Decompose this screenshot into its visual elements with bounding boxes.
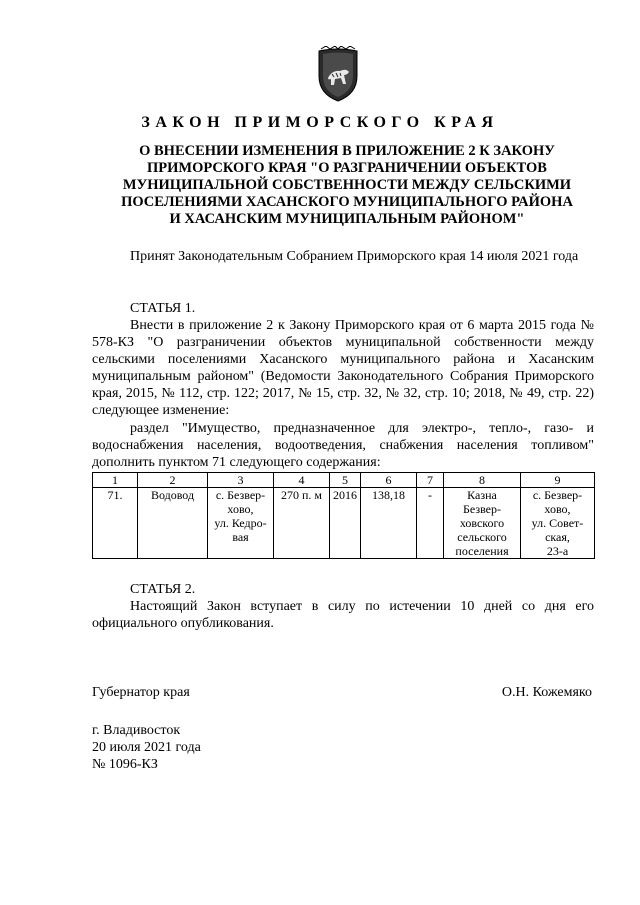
article-2-heading: СТАТЬЯ 2. — [130, 582, 196, 597]
cell-recipient-address: с. Безвер- хово, ул. Совет- ская, 23-а — [521, 488, 595, 559]
article-1-heading: СТАТЬЯ 1. — [130, 301, 196, 316]
table-header-cell: 5 — [330, 473, 361, 488]
table-header-cell: 6 — [361, 473, 417, 488]
article-1-section-text: раздел "Имущество, предназначенное для электро-, тепло-, газо- и водоснабжения населения, водоотведения, снабжения населения топливом" дополнить пунктом 71 следующего содержания: — [92, 421, 594, 470]
table-header-row — [93, 473, 595, 488]
cell-object-name: Водовод — [138, 488, 208, 559]
coat-of-arms-emblem — [316, 46, 360, 102]
law-title-line: И ХАСАНСКИМ МУНИЦИПАЛЬНЫМ РАЙОНОМ" — [169, 211, 525, 227]
signatory-name: О.Н. Кожемяко — [501, 685, 592, 700]
table-header-cell: 7 — [417, 473, 444, 488]
article-1-text: Внести в приложение 2 к Закону Приморского края от 6 марта 2015 года № 578-КЗ "О разграничении объектов муниципальной собственности между сельскими поселениями Хасанского муниципального района и Хасанским муниципальным районом" (Ведомости Законодательного Собрания Приморского края, 2015, № 112, стр. 122; 2017, № 15, стр. 32, № 32, стр. 10; 2018, № 49, стр. 22) следующее изменение: — [92, 318, 594, 418]
law-number: № 1096-КЗ — [92, 757, 158, 772]
law-title — [92, 143, 602, 228]
article-2-text: Настоящий Закон вступает в силу по истечении 10 дней со дня его официального опубликования. — [92, 599, 594, 631]
table-header-cell: 9 — [521, 473, 595, 488]
signatory-position: Губернатор края — [92, 685, 190, 700]
table-header-cell: 2 — [138, 473, 208, 488]
cell-year: 2016 — [330, 488, 361, 559]
law-heading: ЗАКОН ПРИМОРСКОГО КРАЯ — [141, 114, 499, 131]
law-title-line: МУНИЦИПАЛЬНОЙ СОБСТВЕННОСТИ МЕЖДУ СЕЛЬСКИМИ — [122, 177, 572, 193]
law-title-line: О ВНЕСЕНИИ ИЗМЕНЕНИЯ В ПРИЛОЖЕНИЕ 2 К ЗАКОНУ — [139, 143, 555, 159]
signing-date: 20 июля 2021 года — [92, 740, 201, 755]
cell-object-address: с. Безвер- хово, ул. Кедро- вая — [208, 488, 274, 559]
cell-length: 270 п. м — [274, 488, 330, 559]
law-title-line: ПОСЕЛЕНИЯМИ ХАСАНСКОГО МУНИЦИПАЛЬНОГО РАЙОНА — [121, 194, 573, 210]
table-header-cell: 8 — [444, 473, 521, 488]
cell-column-7: - — [417, 488, 444, 559]
law-title-line: ПРИМОРСКОГО КРАЯ "О РАЗГРАНИЧЕНИИ ОБЪЕКТОВ — [147, 160, 547, 176]
cell-item-number: 71. — [93, 488, 138, 559]
table-header-cell: 1 — [93, 473, 138, 488]
table-header-cell: 4 — [274, 473, 330, 488]
cell-holder: Казна Безвер- ховского сельского поселения — [444, 488, 521, 559]
adoption-statement: Принят Законодательным Собранием Приморского края 14 июля 2021 года — [130, 249, 579, 264]
table-row — [93, 488, 595, 559]
cell-value: 138,18 — [361, 488, 417, 559]
signing-city: г. Владивосток — [92, 723, 181, 738]
items-table — [92, 472, 595, 559]
table-header-cell: 3 — [208, 473, 274, 488]
